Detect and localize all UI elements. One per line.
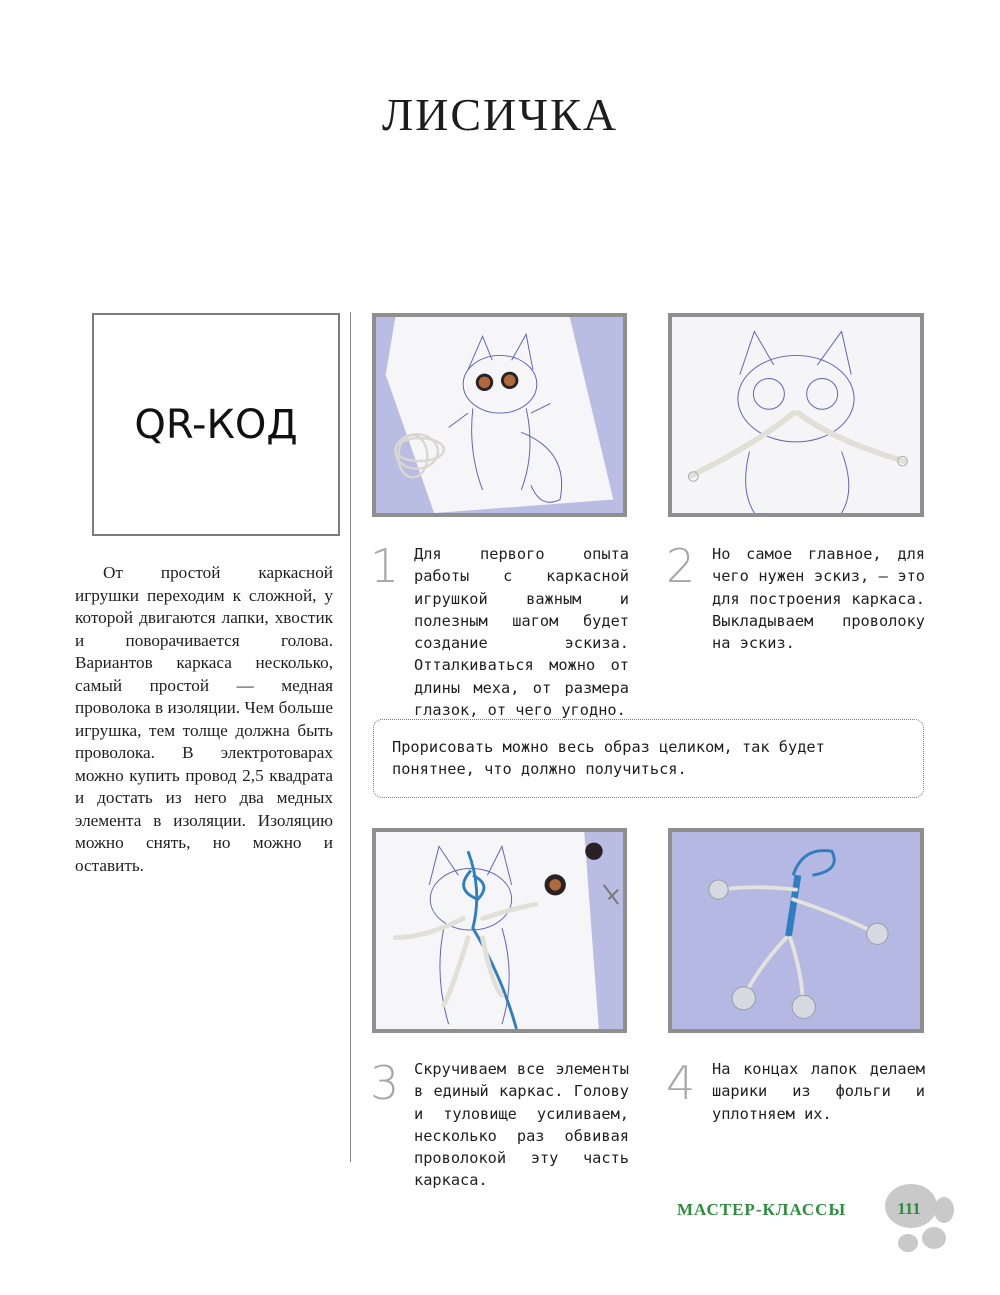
fox-sketch-photo-icon [376,317,623,513]
wire-on-sketch-photo-icon [672,317,920,513]
step-1-number: 1 [370,539,400,593]
step-1-text: Для первого опыта работы с каркасной игрушкой важным и полезным шагом будет создание эскиза. Отталкиваться можно от длины меха, от размера глазок, от чего угодно. [414,545,629,720]
step-3-photo [372,828,627,1033]
step-4-photo [668,828,924,1033]
step-3-text: Скручиваем все элементы в единый каркас. Голову и туловище усиливаем, несколько раз обвивая проволокой эту часть каркаса. [414,1060,629,1190]
qr-label: QR-КОД [134,401,298,448]
step-2-text: Но самое главное, для чего нужен эскиз, — это для построения каркаса. Выкладываем проволоку на эскиз. [712,545,925,653]
twisted-frame-photo-icon [376,832,623,1029]
step-4-number: 4 [666,1056,696,1110]
foil-balls-frame-photo-icon [672,832,920,1029]
page-title: ЛИСИЧКА [381,89,619,140]
step-2-photo [668,313,924,517]
section-label: МАСТЕР-КЛАССЫ [677,1200,847,1219]
column-divider [350,312,351,1162]
tip-box [373,719,924,798]
step-2-number: 2 [666,539,696,593]
step-1-photo [372,313,627,517]
tip-text: Прорисовать можно весь образ целиком, так будет понятнее, что должно получиться. [392,738,825,779]
paw-print-icon [876,1180,956,1260]
step-3-number: 3 [370,1056,400,1110]
qr-code-placeholder [92,313,340,536]
step-4-text: На концах лапок делаем шарики из фольги и уплотняем их. [712,1060,925,1123]
page-number: 111 [897,1199,921,1218]
intro-paragraph: От простой каркасной игрушки переходим к сложной, у которой двигаются лапки, хвостик и поворачивается голова. Вариантов каркаса несколько, самый простой — медная проволока в изоляции. Чем больше игрушка, тем толще должна быть проволока. В электротоварах можно купить провод 2,5 квадрата и достать из него два медных элемента в изоляции. Изоляцию можно снять, но можно и оставить. [75,563,333,875]
